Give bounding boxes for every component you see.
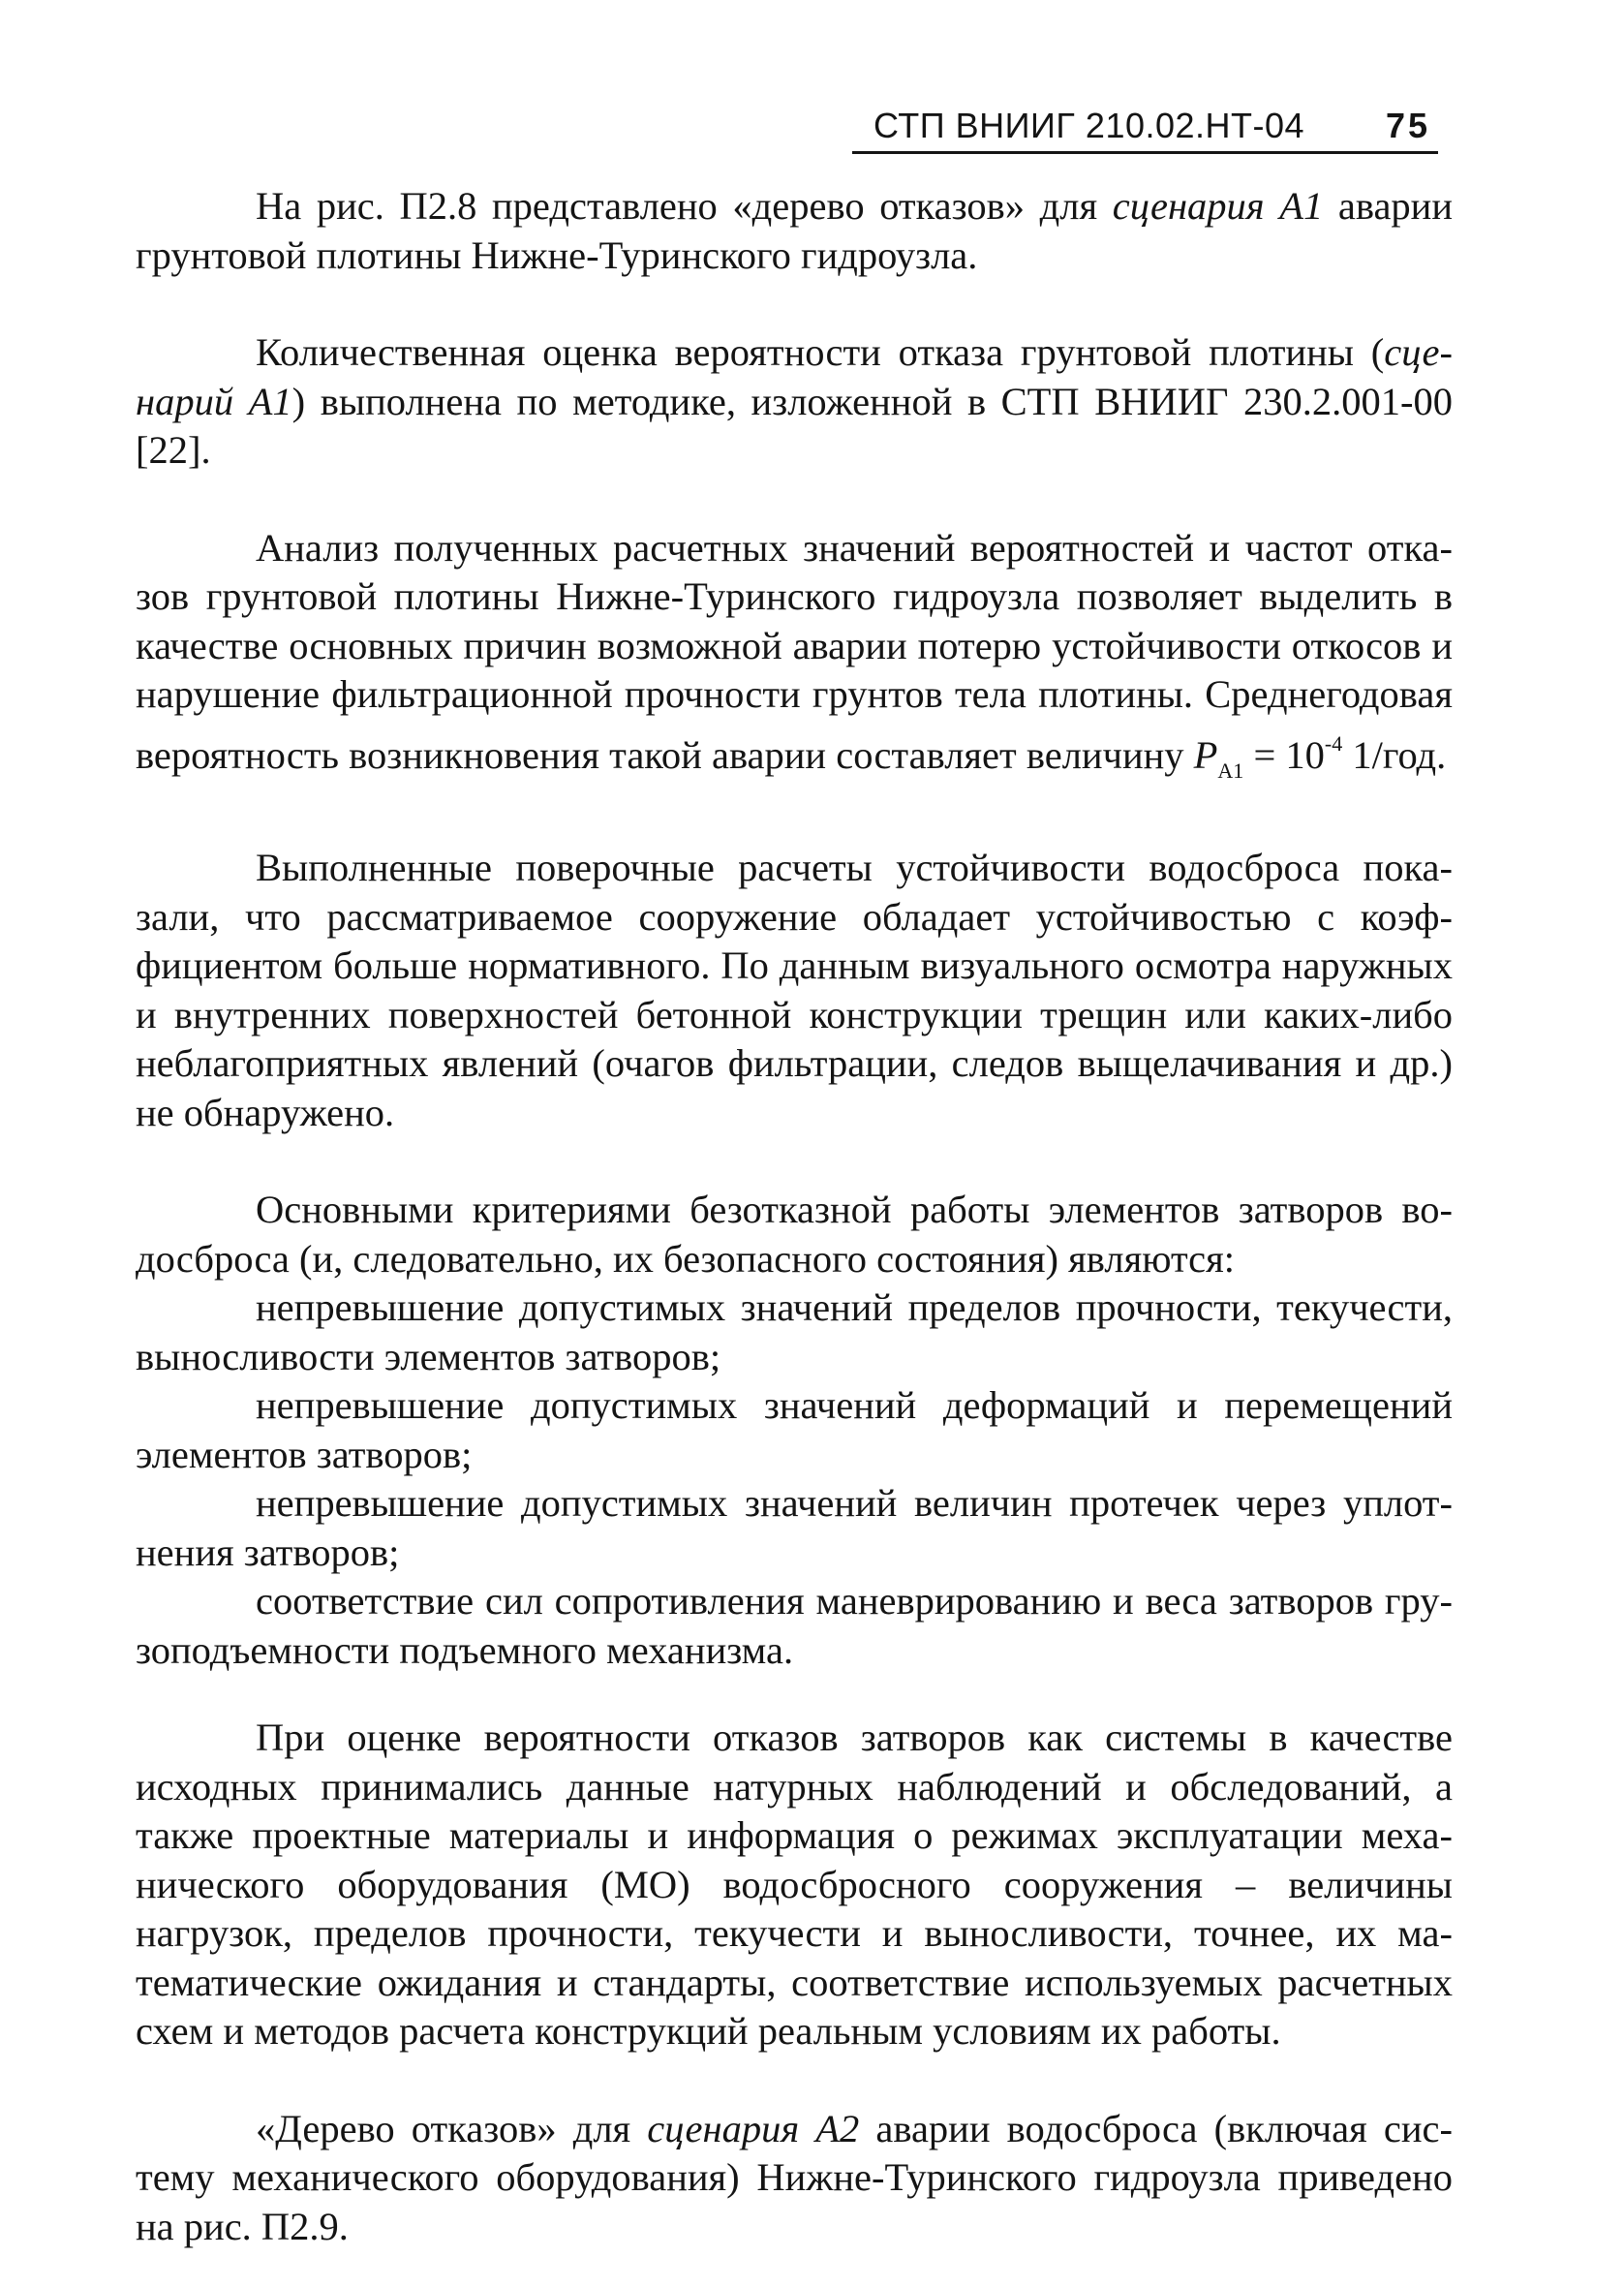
text-run: ) выполнена по методике, изложенной в СТП ВНИИГ 230.2.001-00 [22].	[136, 379, 1453, 472]
page-number: 75	[1385, 106, 1430, 145]
text-run: На рис. П2.8 представлено «дерево отказов» для	[256, 184, 1113, 228]
italic-scenario-a1: сценарий А1	[136, 330, 1453, 423]
formula-exponent: -4	[1324, 730, 1343, 756]
italic-scenario-a1: сценария А1	[1112, 184, 1324, 228]
italic-scenario-a2: сценария А2	[647, 2106, 860, 2150]
formula-subscript: A1	[1217, 758, 1244, 783]
paragraph-analysis	[136, 524, 1453, 796]
header-doc-code: СТП ВНИИГ 210.02.НТ-04	[873, 106, 1305, 145]
running-header	[852, 103, 1438, 154]
paragraph-fault-tree-a2	[136, 2105, 1453, 2252]
text-run: При оценке вероятности отказов затворов как системы в качестве исходных принимались данные натурных наблюдений и обследований, а также проектные материалы и информация о режимах эксплуатации механического оборудования (МО) водосбросного сооружения – величины нагрузок, пределов прочности, текучести и выносливости, точнее, их математические ожидания и стандарты, соответствие используемых расчетных схем и методов расчета конструкций реальным условиям их работы.	[136, 1716, 1453, 2053]
body-text	[136, 182, 1453, 2251]
formula-unit: 1/год.	[1342, 732, 1447, 777]
probability-formula	[1193, 730, 1447, 783]
paragraph-gate-failure-assessment	[136, 1714, 1453, 2056]
text-run: Основными критериями безотказной работы элементов затворов водосброса (и, следовательно, их безопасного состояния) являются:	[136, 1188, 1453, 1281]
criteria-item: непревышение допустимых значений пределов прочности, текучести, выносливости элементов затворов;	[136, 1285, 1453, 1378]
text-run: Анализ полученных расчетных значений вероятностей и частот отказов грунтовой плотины Нижне-Туринского гидроузла позволяет выделить в качестве основных причин возможной аварии потерю устойчивости откосов и нарушение фильтрационной прочности грунтов тела плотины. Среднегодовая вероятность возникновения такой аварии составляет величину	[136, 525, 1453, 777]
text-run: Количественная оценка вероятности отказа грунтовой плотины (	[256, 330, 1385, 374]
paragraph-fault-tree-a1	[136, 182, 1453, 280]
text-run: аварии водосброса (включая систему механического оборудования) Нижне-Туринского гидроузла приведено на рис. П2.9.	[136, 2106, 1453, 2248]
formula-equals: = 10	[1243, 732, 1325, 777]
text-run: «Дерево отказов» для	[256, 2106, 648, 2150]
criteria-list	[136, 1283, 1453, 1675]
paragraph-criteria-intro	[136, 1186, 1453, 1283]
criteria-item: соответствие сил сопротивления маневрированию и веса затворов грузоподъемности подъемного механизма.	[136, 1579, 1453, 1672]
criteria-item: непревышение допустимых значений деформаций и перемещений элементов затворов;	[136, 1383, 1453, 1476]
formula-symbol: P	[1193, 732, 1218, 777]
paragraph-quantitative-assessment	[136, 328, 1453, 476]
text-run: аварии грунтовой плотины Нижне-Туринского гидроузла.	[136, 184, 1454, 277]
paragraph-spillway-stability	[136, 844, 1453, 1137]
criteria-item: непревышение допустимых значений величин протечек через уплотнения затворов;	[136, 1481, 1453, 1574]
text-run: Выполненные поверочные расчеты устойчивости водосброса показали, что рассматриваемое сооружение обладает устойчивостью с коэффициентом больше нормативного. По данным визуального осмотра наружных и внутренних поверхностей бетонной конструкции трещин или каких-либо неблагоприятных явлений (очагов фильтрации, следов выщелачивания и др.) не обнаружено.	[136, 846, 1453, 1134]
